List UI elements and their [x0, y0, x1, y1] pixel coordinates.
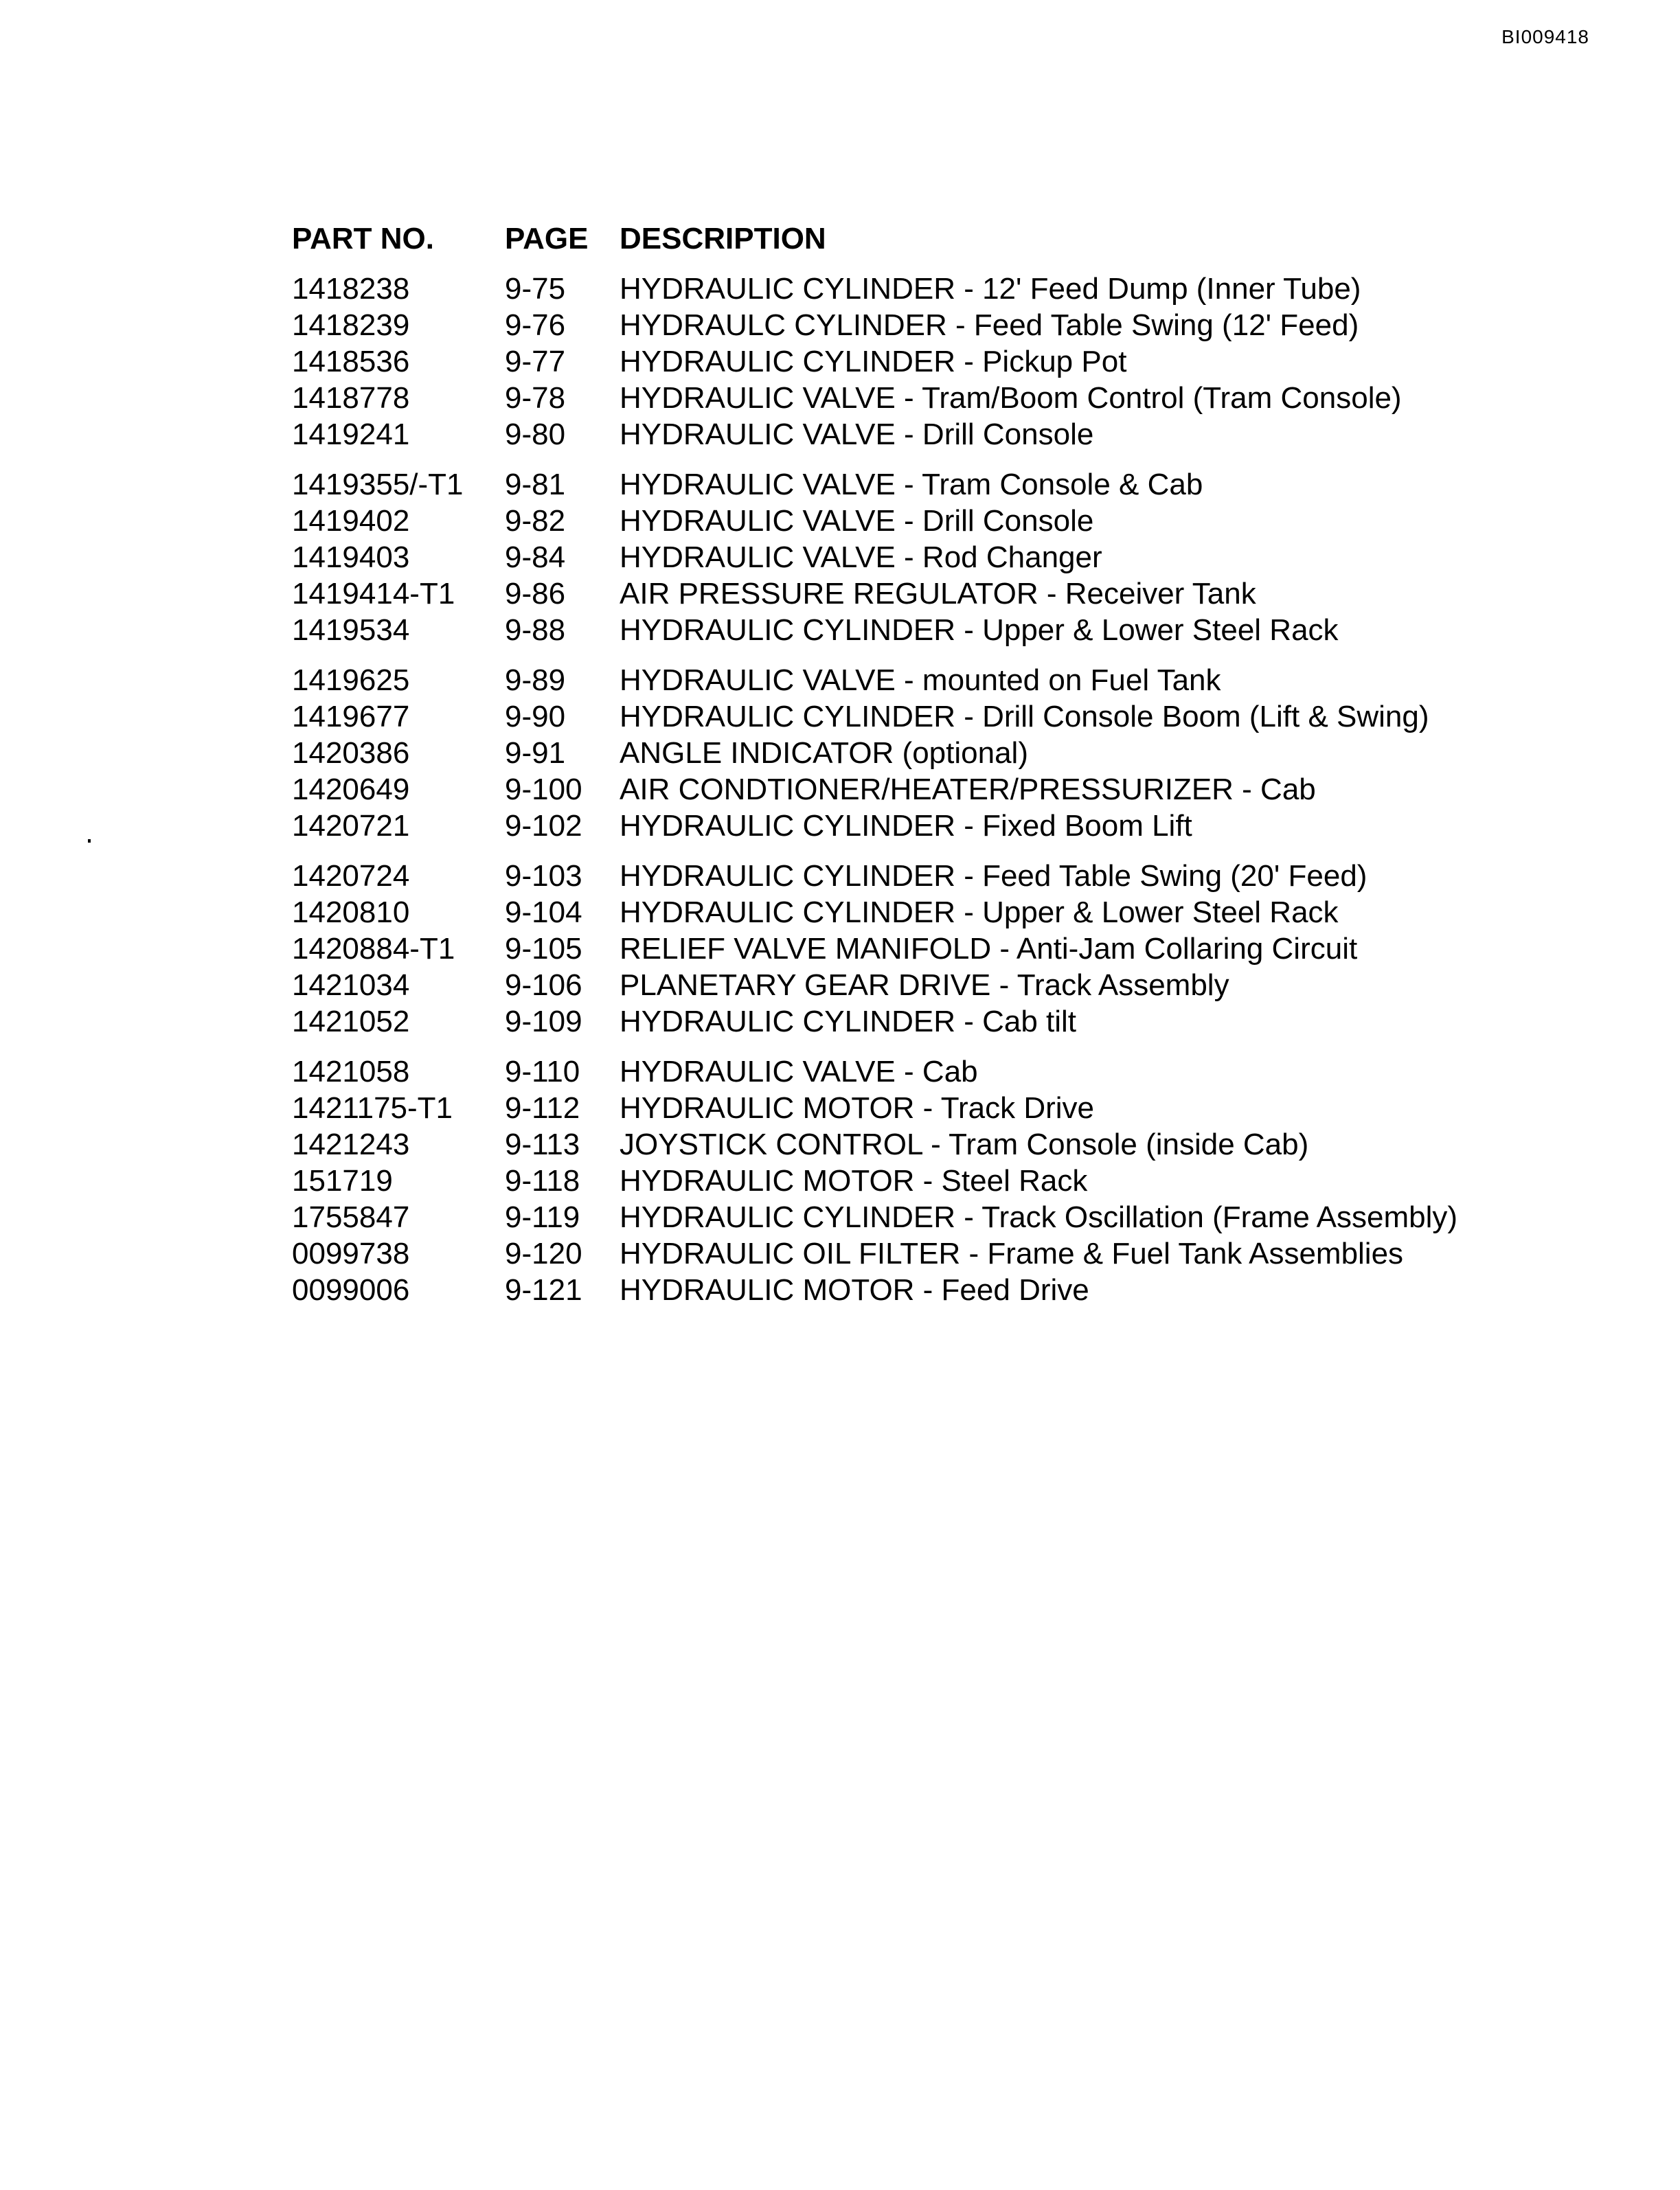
page-number: 9-103 — [505, 859, 582, 893]
table-row — [292, 1235, 1457, 1272]
description: HYDRAULIC VALVE - Drill Console — [620, 504, 1094, 538]
page-number: 9-78 — [505, 381, 566, 415]
page-number: 9-77 — [505, 345, 566, 378]
row-group — [292, 466, 1457, 648]
page-number: 9-88 — [505, 613, 566, 647]
part-number: 1419402 — [292, 504, 410, 538]
part-number: 1420386 — [292, 736, 410, 770]
part-number: 1421243 — [292, 1128, 410, 1161]
part-number: 1419534 — [292, 613, 410, 647]
page-number: 9-84 — [505, 540, 566, 574]
page-number: 9-91 — [505, 736, 566, 770]
table-row — [292, 612, 1457, 648]
page-number: 9-86 — [505, 577, 566, 611]
table-row — [292, 698, 1457, 735]
page-number: 9-76 — [505, 308, 566, 342]
part-number: 1420724 — [292, 859, 410, 893]
part-number: 1419403 — [292, 540, 410, 574]
table-row — [292, 858, 1457, 894]
table-row — [292, 1126, 1457, 1163]
page-number: 9-104 — [505, 896, 582, 929]
part-number: 0099738 — [292, 1237, 410, 1270]
description: HYDRAULC CYLINDER - Feed Table Swing (12' Feed) — [620, 308, 1359, 342]
page-number: 9-89 — [505, 663, 566, 697]
table-row — [292, 735, 1457, 771]
table-row — [292, 575, 1457, 612]
description: HYDRAULIC CYLINDER - Upper & Lower Steel Rack — [620, 613, 1339, 647]
page-number: 9-120 — [505, 1237, 582, 1270]
page-number: 9-109 — [505, 1005, 582, 1038]
description: HYDRAULIC VALVE - mounted on Fuel Tank — [620, 663, 1221, 697]
part-number: 1419625 — [292, 663, 410, 697]
part-number: 1421058 — [292, 1055, 410, 1088]
part-number: 1755847 — [292, 1200, 410, 1234]
description: JOYSTICK CONTROL - Tram Console (inside Cab) — [620, 1128, 1309, 1161]
part-number: 1419414-T1 — [292, 577, 455, 611]
description: HYDRAULIC CYLINDER - Cab tilt — [620, 1005, 1077, 1038]
description: HYDRAULIC OIL FILTER - Frame & Fuel Tank Assemblies — [620, 1237, 1404, 1270]
row-group — [292, 1053, 1457, 1308]
description: HYDRAULIC VALVE - Tram/Boom Control (Tram Console) — [620, 381, 1402, 415]
page-number: 9-82 — [505, 504, 566, 538]
table-row — [292, 503, 1457, 539]
page-number: 9-90 — [505, 700, 566, 733]
description: HYDRAULIC VALVE - Rod Changer — [620, 540, 1102, 574]
page-number: 9-112 — [505, 1091, 580, 1125]
table-row — [292, 307, 1457, 343]
description: HYDRAULIC MOTOR - Track Drive — [620, 1091, 1095, 1125]
part-number: 151719 — [292, 1164, 393, 1198]
description: HYDRAULIC CYLINDER - Pickup Pot — [620, 345, 1127, 378]
table-row — [292, 1272, 1457, 1308]
table-row — [292, 271, 1457, 307]
part-number: 1420721 — [292, 809, 410, 843]
table-row — [292, 931, 1457, 967]
description: ANGLE INDICATOR (optional) — [620, 736, 1028, 770]
description: HYDRAULIC CYLINDER - Fixed Boom Lift — [620, 809, 1192, 843]
header-part-no: PART NO. — [292, 222, 434, 255]
row-group — [292, 858, 1457, 1040]
description: HYDRAULIC CYLINDER - Track Oscillation (Frame Assembly) — [620, 1200, 1458, 1234]
description: AIR CONDTIONER/HEATER/PRESSURIZER - Cab — [620, 773, 1316, 806]
page-number: 9-106 — [505, 968, 582, 1002]
header-page: PAGE — [505, 222, 589, 255]
description: HYDRAULIC VALVE - Drill Console — [620, 418, 1094, 451]
description: AIR PRESSURE REGULATOR - Receiver Tank — [620, 577, 1256, 611]
page-number: 9-110 — [505, 1055, 580, 1088]
page-number: 9-119 — [505, 1200, 580, 1234]
table-row — [292, 343, 1457, 380]
stray-mark — [88, 839, 91, 843]
table-row — [292, 539, 1457, 575]
description: HYDRAULIC CYLINDER - Drill Console Boom (Lift & Swing) — [620, 700, 1429, 733]
table-row — [292, 1090, 1457, 1126]
part-number: 1420810 — [292, 896, 410, 929]
part-number: 1421175-T1 — [292, 1091, 453, 1125]
description: HYDRAULIC CYLINDER - 12' Feed Dump (Inner Tube) — [620, 272, 1361, 306]
part-number: 1419677 — [292, 700, 410, 733]
table-row — [292, 894, 1457, 931]
part-number: 1421034 — [292, 968, 410, 1002]
part-number: 1418239 — [292, 308, 410, 342]
table-row — [292, 662, 1457, 698]
part-number: 1420649 — [292, 773, 410, 806]
part-number: 1419355/-T1 — [292, 468, 464, 501]
page-number: 9-121 — [505, 1273, 582, 1307]
page-number: 9-75 — [505, 272, 566, 306]
part-number: 1421052 — [292, 1005, 410, 1038]
page-number: 9-81 — [505, 468, 566, 501]
table-header — [292, 218, 1457, 260]
page-number: 9-113 — [505, 1128, 580, 1161]
parts-table — [292, 218, 1457, 1322]
table-row — [292, 771, 1457, 808]
description: PLANETARY GEAR DRIVE - Track Assembly — [620, 968, 1229, 1002]
part-number: 1418238 — [292, 272, 410, 306]
table-row — [292, 808, 1457, 844]
table-row — [292, 416, 1457, 453]
description: HYDRAULIC MOTOR - Feed Drive — [620, 1273, 1089, 1307]
document-id: BI009418 — [1501, 26, 1589, 47]
part-number: 1420884-T1 — [292, 932, 455, 966]
description: HYDRAULIC CYLINDER - Feed Table Swing (20' Feed) — [620, 859, 1367, 893]
page-number: 9-80 — [505, 418, 566, 451]
description: HYDRAULIC CYLINDER - Upper & Lower Steel Rack — [620, 896, 1339, 929]
description: HYDRAULIC VALVE - Cab — [620, 1055, 978, 1088]
page-number: 9-100 — [505, 773, 582, 806]
page-number: 9-105 — [505, 932, 582, 966]
table-row — [292, 380, 1457, 416]
description: RELIEF VALVE MANIFOLD - Anti-Jam Collaring Circuit — [620, 932, 1358, 966]
table-row — [292, 1163, 1457, 1199]
table-row — [292, 1199, 1457, 1235]
part-number: 0099006 — [292, 1273, 410, 1307]
table-body — [292, 271, 1457, 1308]
page-number: 9-118 — [505, 1164, 580, 1198]
table-row — [292, 1003, 1457, 1040]
description: HYDRAULIC MOTOR - Steel Rack — [620, 1164, 1088, 1198]
table-row — [292, 967, 1457, 1003]
page-number: 9-102 — [505, 809, 582, 843]
row-group — [292, 662, 1457, 844]
row-group — [292, 271, 1457, 453]
description: HYDRAULIC VALVE - Tram Console & Cab — [620, 468, 1203, 501]
part-number: 1418536 — [292, 345, 410, 378]
table-row — [292, 1053, 1457, 1090]
part-number: 1418778 — [292, 381, 410, 415]
part-number: 1419241 — [292, 418, 410, 451]
header-description: DESCRIPTION — [620, 222, 826, 255]
table-row — [292, 466, 1457, 503]
